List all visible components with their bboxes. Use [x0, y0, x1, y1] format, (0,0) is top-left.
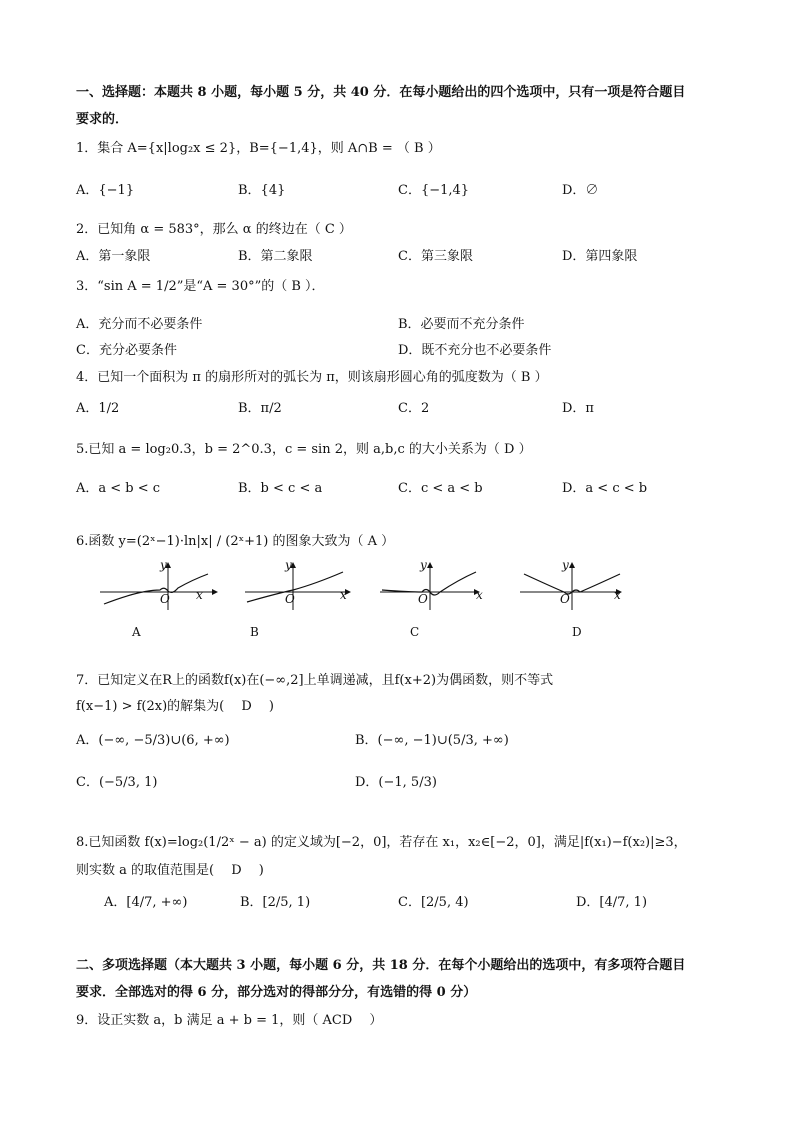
q8-stem-line1: 8.已知函数 f(x)=log₂(1/2ˣ − a) 的定义域为[−2，0]，若存在 x₁，x₂∈[−2，0]，满足|f(x₁)−f(x₂)|≥3，	[76, 835, 687, 850]
q6-graph-b-x-label: x	[340, 588, 347, 602]
q6-graph-d	[520, 562, 640, 612]
q5-stem: 5.已知 a = log₂0.3，b = 2^0.3，c = sin 2，则 a,b,c 的大小关系为（ D ）	[76, 442, 532, 457]
q8-option-a: A．[4/7, +∞)	[104, 895, 188, 910]
q5-option-d: D．a < c < b	[562, 481, 648, 496]
q2-option-d: D．第四象限	[562, 249, 638, 264]
q4-option-d: D．π	[562, 401, 594, 416]
q3-option-c: C．充分必要条件	[76, 343, 177, 358]
q6-graph-d-x-label: x	[614, 588, 621, 602]
q6-graph-b	[245, 562, 365, 612]
q6-stem: 6.函数 y=(2ˣ−1)·ln|x| / (2ˣ+1) 的图象大致为（ A ）	[76, 534, 395, 549]
q1-option-c: C．{−1,4}	[398, 183, 470, 198]
q7-option-b: B．(−∞, −1)∪(5/3, +∞)	[355, 733, 509, 748]
q8-option-c: C．[2/5, 4)	[398, 895, 469, 910]
section1-heading-line1: 一、选择题：本题共 8 小题，每小题 5 分，共 40 分．在每小题给出的四个选项中，只有一项是符合题目	[76, 85, 686, 100]
q6-graph-b-origin: O	[285, 592, 295, 606]
q3-option-d: D．既不充分也不必要条件	[398, 343, 552, 358]
q4-option-a: A．1/2	[76, 401, 120, 416]
q1-option-d: D．∅	[562, 183, 599, 198]
q4-option-b: B．π/2	[238, 401, 282, 416]
q6-graph-c-x-label: x	[476, 588, 483, 602]
q6-graph-b-label: B	[250, 625, 259, 639]
q1-option-b: B．{4}	[238, 183, 286, 198]
q1-option-a: A．{−1}	[76, 183, 135, 198]
q2-option-a: A．第一象限	[76, 249, 151, 264]
q4-option-c: C．2	[398, 401, 430, 416]
q7-stem-line2: f(x−1) > f(2x)的解集为( D )	[76, 699, 274, 714]
q4-stem: 4．已知一个面积为 π 的扇形所对的弧长为 π，则该扇形圆心角的弧度数为（ B ）	[76, 370, 548, 385]
q8-option-b: B．[2/5, 1)	[240, 895, 311, 910]
q5-option-a: A．a < b < c	[76, 481, 161, 496]
q3-option-b: B．必要而不充分条件	[398, 317, 525, 332]
q6-graph-b-y-label: y	[285, 558, 292, 572]
q6-graph-a-origin: O	[160, 592, 170, 606]
section1-heading-line2: 要求的．	[76, 112, 129, 127]
q6-graph-d-label: D	[572, 625, 582, 639]
section2-heading-line1: 二、多项选择题（本大题共 3 小题，每小题 6 分，共 18 分．在每个小题给出的选项中，有多项符合题目	[76, 958, 686, 973]
q6-graph-c-y-label: y	[420, 558, 427, 572]
q6-graph-d-y-label: y	[562, 558, 569, 572]
q7-stem-line1: 7．已知定义在R上的函数f(x)在(−∞,2]上单调递减，且f(x+2)为偶函数，则不等式	[76, 673, 554, 688]
q1-stem: 1．集合 A={x|log₂x ≤ 2}，B={−1,4}，则 A∩B = （ B ）	[76, 141, 441, 156]
section2-heading-line2: 要求．全部选对的得 6 分，部分选对的得部分分，有选错的得 0 分）	[76, 985, 477, 1000]
q6-graph-d-origin: O	[560, 592, 570, 606]
q7-option-c: C．(−5/3, 1)	[76, 775, 158, 790]
q8-option-d: D．[4/7, 1)	[576, 895, 648, 910]
q6-graph-c	[380, 562, 500, 612]
q6-graph-c-label: C	[410, 625, 420, 639]
q6-graph-c-origin: O	[418, 592, 428, 606]
q6-graph-a-y-label: y	[160, 558, 167, 572]
q8-stem-line2: 则实数 a 的取值范围是( D )	[76, 863, 264, 878]
q2-option-c: C．第三象限	[398, 249, 473, 264]
q6-graph-a-x-label: x	[196, 588, 203, 602]
q5-option-c: C．c < a < b	[398, 481, 483, 496]
q7-option-a: A．(−∞, −5/3)∪(6, +∞)	[76, 733, 230, 748]
q3-option-a: A．充分而不必要条件	[76, 317, 203, 332]
q5-option-b: B．b < c < a	[238, 481, 323, 496]
q2-stem: 2．已知角 α = 583°，那么 α 的终边在（ C ）	[76, 222, 352, 237]
q6-graph-a-label: A	[132, 625, 141, 639]
q3-stem: 3．“sin A = 1/2”是“A = 30°”的（ B ）．	[76, 279, 325, 294]
q7-option-d: D．(−1, 5/3)	[355, 775, 437, 790]
q2-option-b: B．第二象限	[238, 249, 313, 264]
q9-stem: 9．设正实数 a，b 满足 a + b = 1，则（ ACD ）	[76, 1013, 383, 1028]
